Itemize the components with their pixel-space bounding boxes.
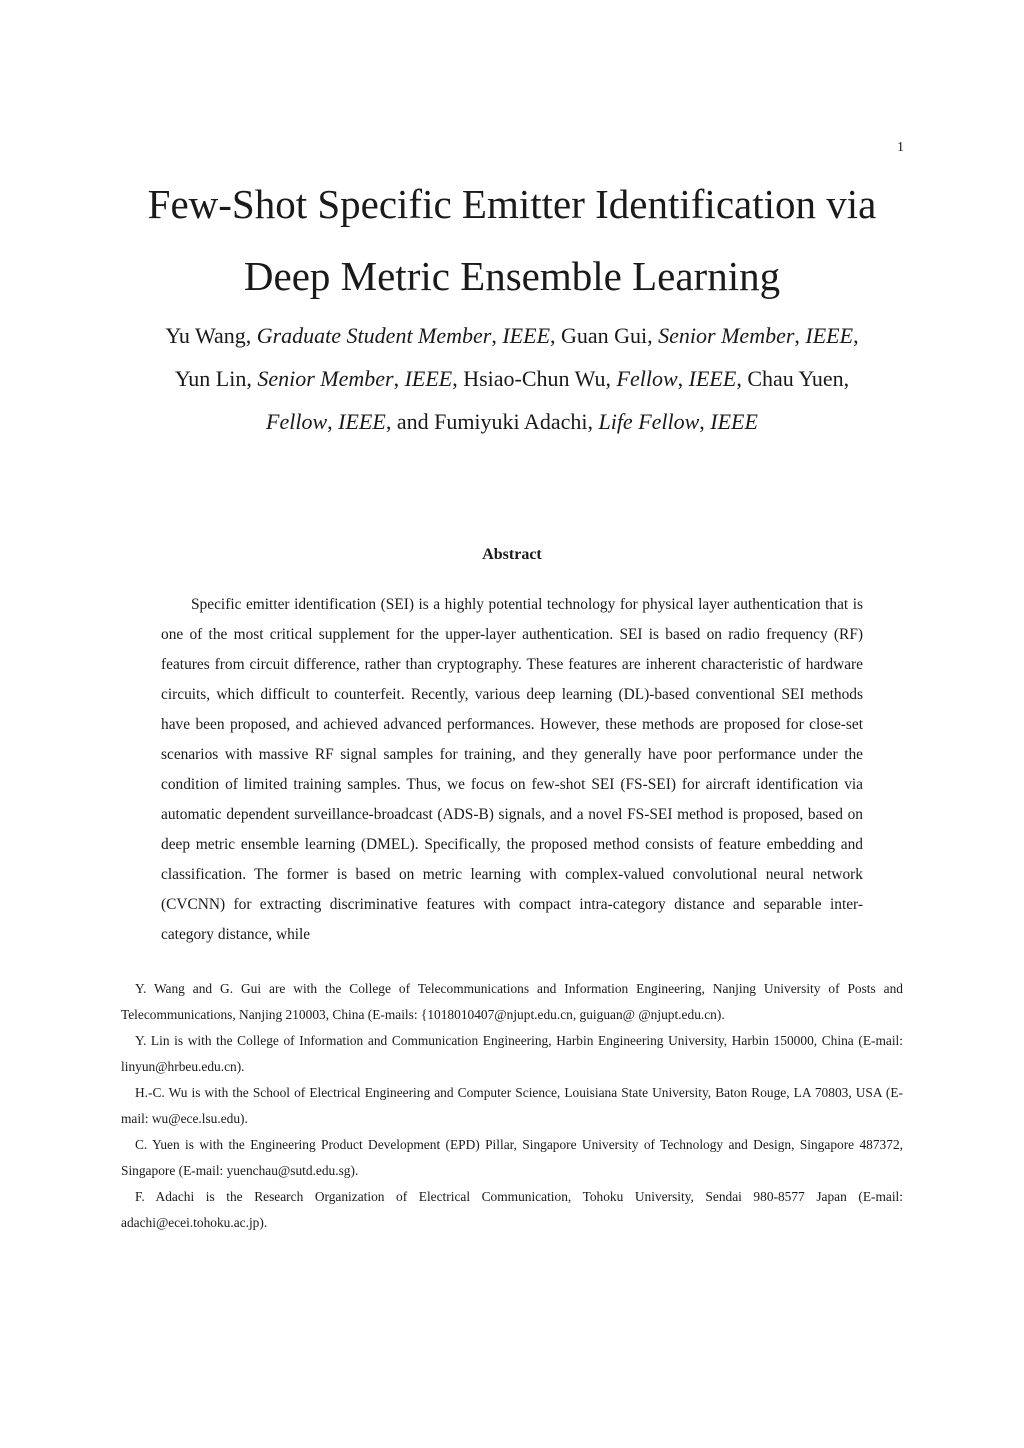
author-org: IEEE <box>688 366 737 391</box>
author-line-2: Yun Lin, Senior Member, IEEE, Hsiao-Chun Wu, Fellow, IEEE, Chau Yuen, <box>174 366 850 391</box>
author-name: Yun Lin <box>174 366 247 391</box>
abstract-heading: Abstract <box>482 546 542 563</box>
author-org: IEEE <box>502 323 551 348</box>
author-line-3: Fellow, IEEE, and Fumiyuki Adachi, Life Fellow, IEEE <box>266 409 758 434</box>
authors-conjunction: and <box>396 409 429 434</box>
author-role: Senior Member <box>658 323 795 348</box>
paper-title <box>60 168 964 312</box>
footnote-adachi: F. Adachi is the Research Organization of Electrical Communication, Tohoku University, Sendai 980-8577 Japan (E-mail: adachi@ecei.tohoku.ac.jp). <box>121 1189 903 1230</box>
author-role: Fellow <box>266 409 328 434</box>
author-name: Chau Yuen <box>747 366 844 391</box>
author-name: Guan Gui <box>561 323 648 348</box>
footnote-wang-gui: Y. Wang and G. Gui are with the College of Telecommunications and Information Engineering, Nanjing University of Posts and Telecommunications, Nanjing 210003, China (E-mails: {1018010407@njupt.edu.cn, guiguan@ @njupt.edu.cn). <box>121 981 903 1022</box>
affiliation-footnotes <box>121 976 903 1236</box>
footnote-lin: Y. Lin is with the College of Information and Communication Engineering, Harbin Engineering University, Harbin 150000, China (E-mail: linyun@hrbeu.edu.cn). <box>121 1033 903 1074</box>
author-org: IEEE <box>338 409 386 434</box>
author-role: Life Fellow <box>598 409 700 434</box>
title-line-1: Few-Shot Specific Emitter Identification via <box>147 181 877 227</box>
footnote-wu: H.-C. Wu is with the School of Electrical Engineering and Computer Science, Louisiana State University, Baton Rouge, LA 70803, USA (E-mail: wu@ece.lsu.edu). <box>121 1085 903 1126</box>
author-role: Graduate Student Member <box>256 323 492 348</box>
author-name: Fumiyuki Adachi <box>434 409 588 434</box>
page-number: 1 <box>897 140 904 155</box>
author-role: Fellow <box>616 366 678 391</box>
author-name: Yu Wang <box>165 323 246 348</box>
author-list <box>60 314 964 443</box>
author-name: Hsiao-Chun Wu <box>463 366 606 391</box>
footnote-yuen: C. Yuen is with the Engineering Product Development (EPD) Pillar, Singapore University of Technology and Design, Singapore 487372, Singapore (E-mail: yuenchau@sutd.edu.sg). <box>121 1137 903 1178</box>
title-line-2: Deep Metric Ensemble Learning <box>243 253 781 299</box>
author-line-1: Yu Wang, Graduate Student Member, IEEE, Guan Gui, Senior Member, IEEE, <box>165 323 859 348</box>
author-org: IEEE <box>805 323 854 348</box>
author-role: Senior Member <box>257 366 394 391</box>
abstract-body: Specific emitter identification (SEI) is a highly potential technology for physical layer authentication that is one of the most critical supplement for the upper-layer authentication. SEI is based on radio frequency (RF) features from circuit difference, rather than cryptography. These features are inherent characteristic of hardware circuits, which difficult to counterfeit. Recently, various deep learning (DL)-based conventional SEI methods have been proposed, and achieved advanced performances. However, these methods are proposed for close-set scenarios with massive RF signal samples for training, and they generally have poor performance under the condition of limited training samples. Thus, we focus on few-shot SEI (FS-SEI) for aircraft identification via automatic dependent surveillance-broadcast (ADS-B) signals, and a novel FS-SEI method is proposed, based on deep metric ensemble learning (DMEL). Specifically, the proposed method consists of feature embedding and classification. The former is based on metric learning with complex-valued convolutional neural network (CVCNN) for extracting discriminative features with compact intra-category distance and separable inter-category distance, while <box>161 596 863 943</box>
author-org: IEEE <box>710 409 758 434</box>
author-org: IEEE <box>404 366 453 391</box>
